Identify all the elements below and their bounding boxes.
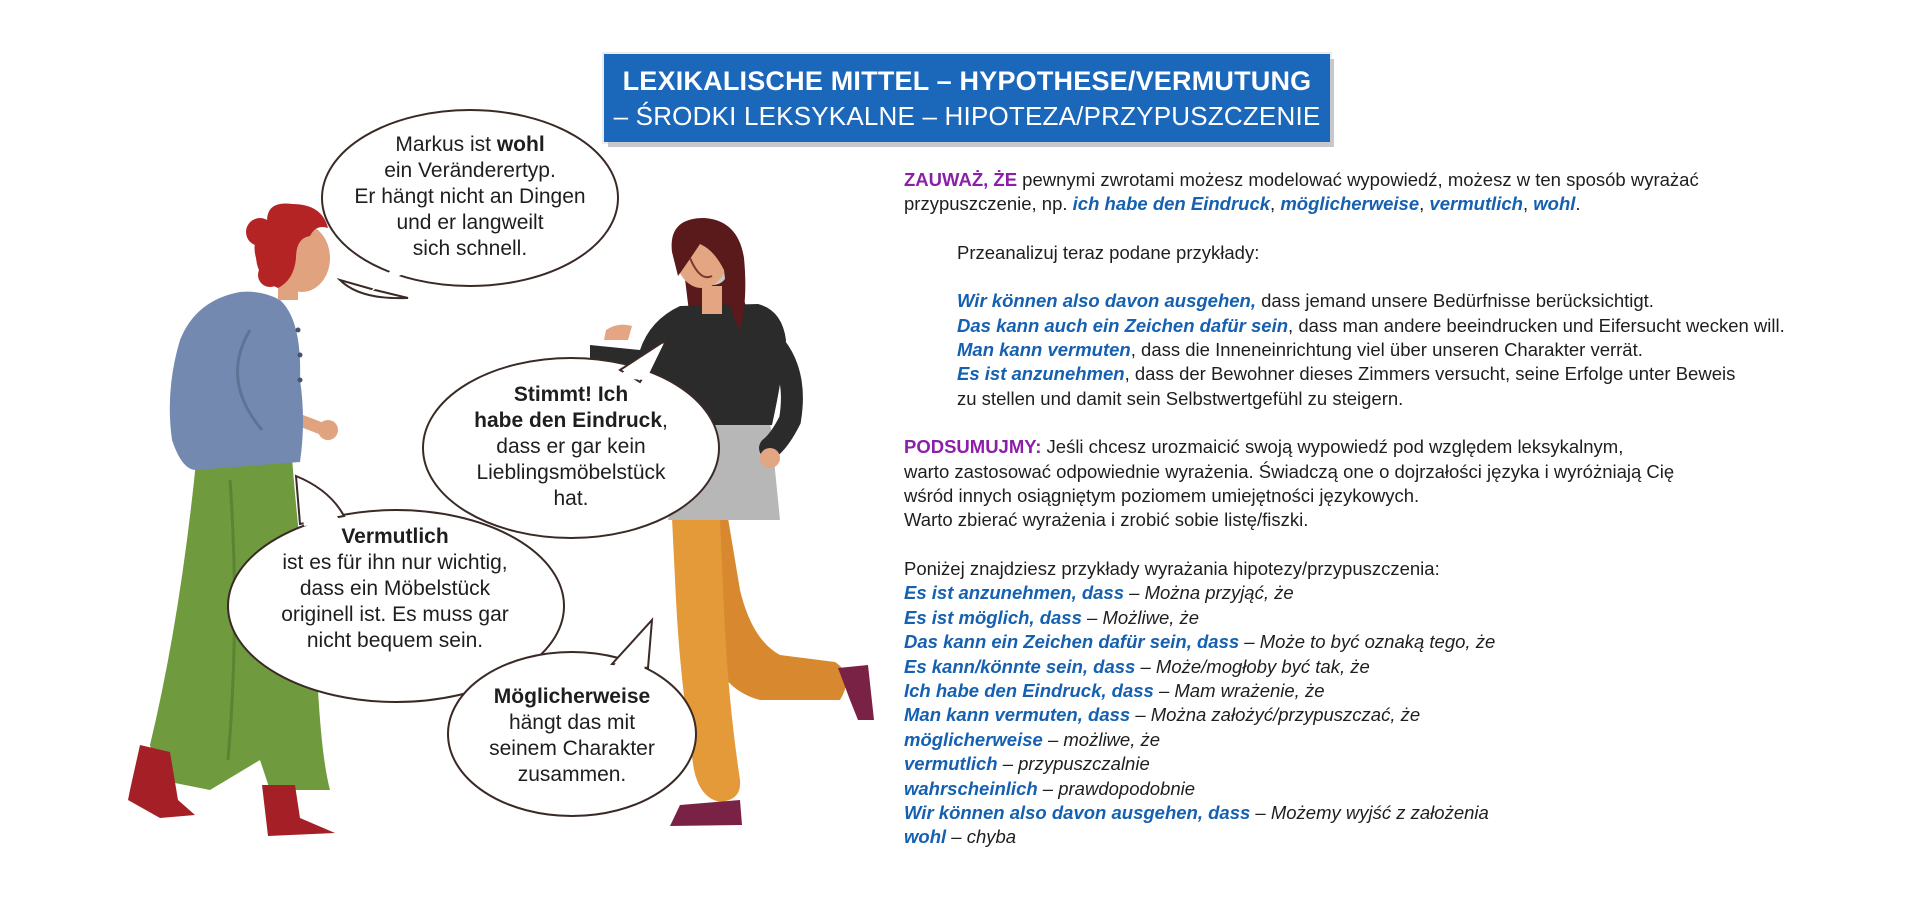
vocab-pl: – Możliwe, że xyxy=(1081,606,1200,628)
note-sep-3: , xyxy=(1522,193,1534,215)
analyze-rest: , dass man andere beeindrucken und Eifersucht wecken will. xyxy=(1288,314,1785,336)
vocab-de: Wir können also davon ausgehen, dass xyxy=(904,801,1251,823)
analyze-phrase: Wir können also davon ausgehen, xyxy=(957,290,1256,312)
analyze-rest: , dass die Inneneinrichtung viel über unseren Charakter verrät. xyxy=(1130,339,1643,361)
vocab-intro: Poniżej znajdziesz przykłady wyrażania hipotezy/przypuszczenia: xyxy=(904,557,1440,579)
bubble-2-line3: dass er gar kein xyxy=(496,435,646,458)
bubble-1-line2: ein Veränderertyp. xyxy=(384,159,556,182)
note-example-3: vermutlich xyxy=(1429,193,1523,215)
bubble-1-line4: und er langweilt xyxy=(396,211,544,234)
vocab-item xyxy=(904,801,1864,825)
vocab-pl: – chyba xyxy=(946,826,1017,848)
bubble-4-keyword: Möglicherweise xyxy=(493,685,651,708)
note-sep-1: , xyxy=(1270,193,1281,215)
note-paragraph-2 xyxy=(904,192,1864,216)
summary-line-3: wśród innych osiągniętym poziomem umiejętności językowych. xyxy=(904,485,1420,507)
analyze-phrase: Es ist anzunehmen xyxy=(957,363,1125,385)
analyze-example-row xyxy=(904,289,1864,313)
vocab-pl: – Można przyjąć, że xyxy=(1124,582,1294,604)
note-example-1: ich habe den Eindruck xyxy=(1072,193,1271,215)
bubble-3-line3: dass ein Möbelstück xyxy=(299,577,491,600)
note-example-4: wohl xyxy=(1533,193,1576,215)
vocab-item xyxy=(904,777,1864,801)
vocab-de: vermutlich xyxy=(904,753,998,775)
vocab-de: Das kann ein Zeichen dafür sein, dass xyxy=(904,631,1240,653)
title-german: LEXIKALISCHE MITTEL – HYPOTHESE/VERMUTUNG xyxy=(622,66,1312,96)
title-polish: – ŚRODKI LEKSYKALNE – HIPOTEZA/PRZYPUSZCZENIE xyxy=(613,101,1321,131)
vocab-item xyxy=(904,703,1864,727)
bubble-1-keyword: wohl xyxy=(496,133,545,156)
vocab-de: Man kann vermuten, dass xyxy=(904,704,1131,726)
vocab-de: wahrscheinlich xyxy=(904,777,1038,799)
analyze-continuation: zu stellen und damit sein Selbstwertgefühl zu steigern. xyxy=(957,387,1404,409)
note-example-2: möglicherweise xyxy=(1280,193,1420,215)
vocab-de: Es ist anzunehmen, dass xyxy=(904,582,1125,604)
bubble-4-line2: hängt das mit xyxy=(508,711,636,734)
vocab-item xyxy=(904,825,1864,849)
note-end: . xyxy=(1575,193,1581,215)
note-text2: przypuszczenie, np. xyxy=(904,193,1073,215)
title-banner xyxy=(604,54,1330,142)
summary-text-1: Jeśli chcesz urozmaicić swoją wypowiedź pod względem leksykalnym, xyxy=(1041,436,1624,458)
vocab-item xyxy=(904,581,1864,605)
vocab-pl: – Może/mogłoby być tak, że xyxy=(1135,655,1370,677)
content-panel xyxy=(904,168,1864,850)
analyze-phrase: Man kann vermuten xyxy=(957,339,1131,361)
vocab-pl: – Mam wrażenie, że xyxy=(1153,679,1325,701)
note-label: ZAUWAŻ, ŻE xyxy=(904,169,1018,190)
vocab-de: Ich habe den Eindruck, dass xyxy=(904,679,1154,701)
vocab-pl: – Można założyć/przypuszczać, że xyxy=(1130,704,1421,726)
vocab-pl: – Możemy wyjść z założenia xyxy=(1250,801,1489,823)
bubble-3-line5: nicht bequem sein. xyxy=(306,629,484,652)
bubble-2-comma: , xyxy=(662,409,668,432)
bubble-2-line1: Stimmt! Ich xyxy=(513,383,629,406)
vocab-pl: – przypuszczalnie xyxy=(997,753,1150,775)
analyze-example-row xyxy=(904,314,1864,338)
bubble-1-line3: Er hängt nicht an Dingen xyxy=(354,185,586,208)
analyze-example-row xyxy=(904,362,1864,386)
bubble-4-line4: zusammen. xyxy=(517,763,627,786)
bubble-2-line4: Lieblingsmöbelstück xyxy=(476,461,666,484)
bubble-4-line3: seinem Charakter xyxy=(489,737,655,760)
analyze-intro: Przeanalizuj teraz podane przykłady: xyxy=(957,241,1260,263)
vocab-item xyxy=(904,630,1864,654)
analyze-example-row xyxy=(904,338,1864,362)
bubble-4-text xyxy=(462,684,682,788)
bubble-3-text xyxy=(240,524,550,654)
vocab-item xyxy=(904,752,1864,776)
vocab-pl: – Może to być oznaką tego, że xyxy=(1239,631,1496,653)
vocab-item xyxy=(904,655,1864,679)
bubble-1-text xyxy=(330,132,610,262)
vocab-item xyxy=(904,606,1864,630)
vocab-de: Es kann/könnte sein, dass xyxy=(904,655,1136,677)
analyze-rest: dass jemand unsere Bedürfnisse berücksichtigt. xyxy=(1255,290,1654,312)
vocab-de: möglicherweise xyxy=(904,728,1043,750)
bubble-3-line2: ist es für ihn nur wichtig, xyxy=(282,551,508,574)
vocab-pl: – możliwe, że xyxy=(1042,728,1161,750)
analyze-phrase: Das kann auch ein Zeichen dafür sein xyxy=(957,314,1289,336)
bubble-2-text xyxy=(430,382,712,512)
summary-line-4: Warto zbierać wyrażenia i zrobić sobie listę/fiszki. xyxy=(904,509,1309,531)
note-text1: pewnymi zwrotami możesz modelować wypowiedź, możesz w ten sposób wyrażać xyxy=(1017,169,1699,190)
bubble-3-keyword: Vermutlich xyxy=(341,525,449,548)
analyze-rest: , dass der Bewohner dieses Zimmers versucht, seine Erfolge unter Beweis xyxy=(1124,363,1736,385)
vocab-pl: – prawdopodobnie xyxy=(1037,777,1196,799)
summary-line-1 xyxy=(904,435,1864,459)
summary-label: PODSUMUJMY: xyxy=(904,436,1042,458)
note-sep-2: , xyxy=(1419,193,1430,215)
note-paragraph xyxy=(904,168,1864,192)
bubble-1-line5: sich schnell. xyxy=(412,237,528,260)
summary-line-2: warto zastosować odpowiednie wyrażenia. Świadczą one o dojrzałości języka i wyróżniają Cię xyxy=(904,460,1675,482)
vocab-item xyxy=(904,679,1864,703)
vocab-de: Es ist möglich, dass xyxy=(904,606,1082,628)
bubble-3-line4: originell ist. Es muss gar xyxy=(281,603,509,626)
vocab-de: wohl xyxy=(904,826,947,848)
bubble-2-keyword: habe den Eindruck xyxy=(474,409,663,432)
bubble-1-line1a: Markus ist xyxy=(395,133,497,156)
bubble-2-line5: hat. xyxy=(553,487,589,510)
vocab-item xyxy=(904,728,1864,752)
